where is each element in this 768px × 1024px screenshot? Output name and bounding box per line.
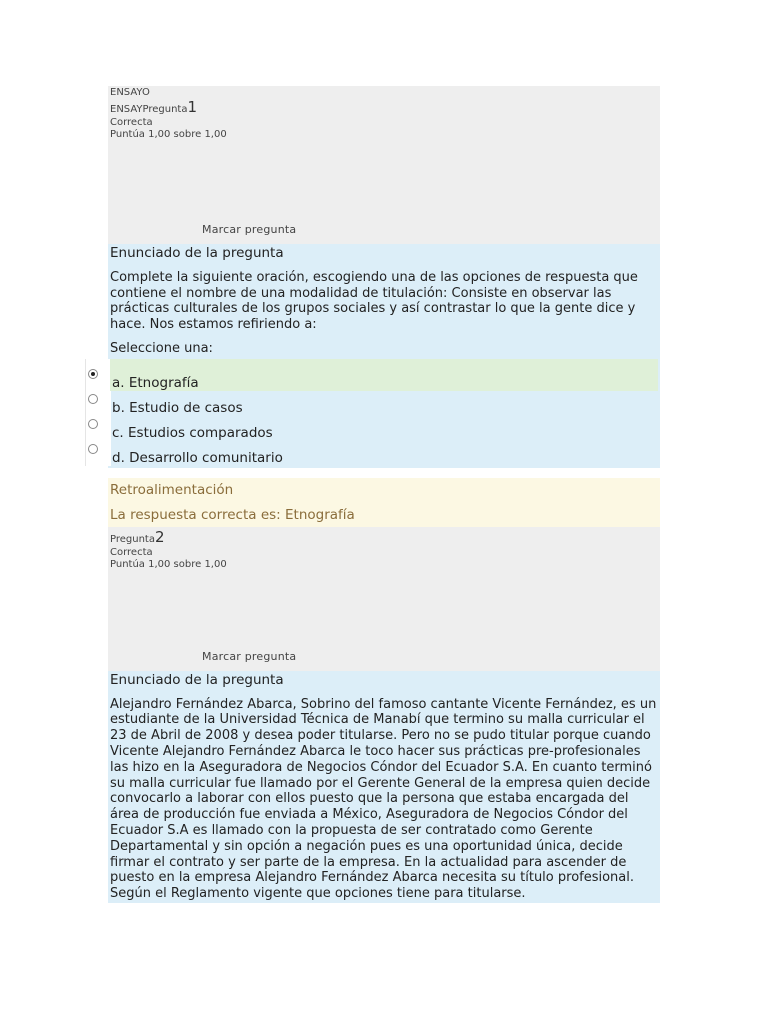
answer-label-b: b. Estudio de casos	[112, 399, 243, 416]
radio-button-b[interactable]	[88, 394, 98, 404]
question-2-number: 2	[154, 527, 165, 546]
flag-question-2-link[interactable]: Marcar pregunta	[202, 649, 297, 663]
answer-option-d[interactable]	[110, 441, 658, 466]
question-1-heading: Enunciado de la pregunta	[110, 245, 284, 261]
question-1-prompt: Seleccione una:	[110, 340, 213, 356]
answer-label-d: d. Desarrollo comunitario	[112, 449, 283, 466]
question-2-info	[108, 527, 660, 671]
question-1-prefix: ENSAYPregunta	[110, 104, 188, 115]
question-2-heading: Enunciado de la pregunta	[110, 671, 284, 688]
question-1-text: Complete la siguiente oración, escogiendo una de las opciones de respuesta que contiene el nombre de una modalidad de titulación: Consiste en observar las prácticas culturales de los grupos sociales y así contrastar lo que la gente dice y hace. Nos estamos refiriendo a:	[110, 269, 638, 333]
answer-option-a[interactable]	[110, 359, 658, 391]
section-label: ENSAYO	[110, 87, 150, 98]
radio-button-c[interactable]	[88, 419, 98, 429]
answer-label-c: c. Estudios comparados	[112, 424, 273, 441]
answer-option-b[interactable]	[110, 391, 658, 416]
feedback-box	[108, 478, 660, 527]
answer-label-a: a. Etnografía	[112, 374, 199, 391]
question-1-content	[108, 244, 660, 468]
question-1-title	[110, 99, 658, 117]
answer-options	[110, 359, 658, 466]
question-2-title	[110, 529, 658, 547]
feedback-title: Retroalimentación	[110, 481, 234, 498]
question-2-state: Correcta	[110, 546, 153, 558]
question-2-text: Alejandro Fernández Abarca, Sobrino del famoso cantante Vicente Fernández, es un estudiante de la Universidad Técnica de Manabí que termino su malla curricular el 23 de Abril de 2008 y desea poder titularse. Pero no se pudo titular porque cuando Vicente Alejandro Fernández Abarca le toco hacer sus prácticas pre-profesionales las hizo en la Aseguradora de Negocios Cóndor del Ecuador S.A. En cuanto terminó su malla curricular fue llamado por el Gerente General de la empresa quien decide convocarlo a laborar con ellos puesto que la persona que estaba encargada del área de producción fue enviada a México, Aseguradora de Negocios Cóndor del Ecuador S.A es llamado con la propuesta de ser contratado como Gerente Departamental y sin opción a negación pues es una oportunidad única, decide firmar el contrato y ser parte de la empresa. En la actualidad para ascender de puesto en la empresa Alejandro Fernández Abarca necesita su título profesional. Según el Reglamento vigente que opciones tiene para titularse.	[110, 696, 657, 902]
quiz-page	[108, 86, 660, 903]
flag-question-1-link[interactable]: Marcar pregunta	[202, 223, 297, 236]
question-1-state: Correcta	[110, 117, 153, 128]
question-2-grade: Puntúa 1,00 sobre 1,00	[110, 558, 227, 570]
feedback-text: La respuesta correcta es: Etnografía	[110, 506, 355, 523]
question-1-number: 1	[187, 98, 198, 116]
radio-button-a[interactable]	[88, 369, 98, 379]
question-1-info	[108, 86, 660, 244]
question-2-content	[108, 671, 660, 903]
radio-button-d[interactable]	[88, 444, 98, 454]
answer-option-c[interactable]	[110, 416, 658, 441]
question-2-prefix: Pregunta	[110, 533, 155, 545]
question-1-grade: Puntúa 1,00 sobre 1,00	[110, 129, 227, 140]
